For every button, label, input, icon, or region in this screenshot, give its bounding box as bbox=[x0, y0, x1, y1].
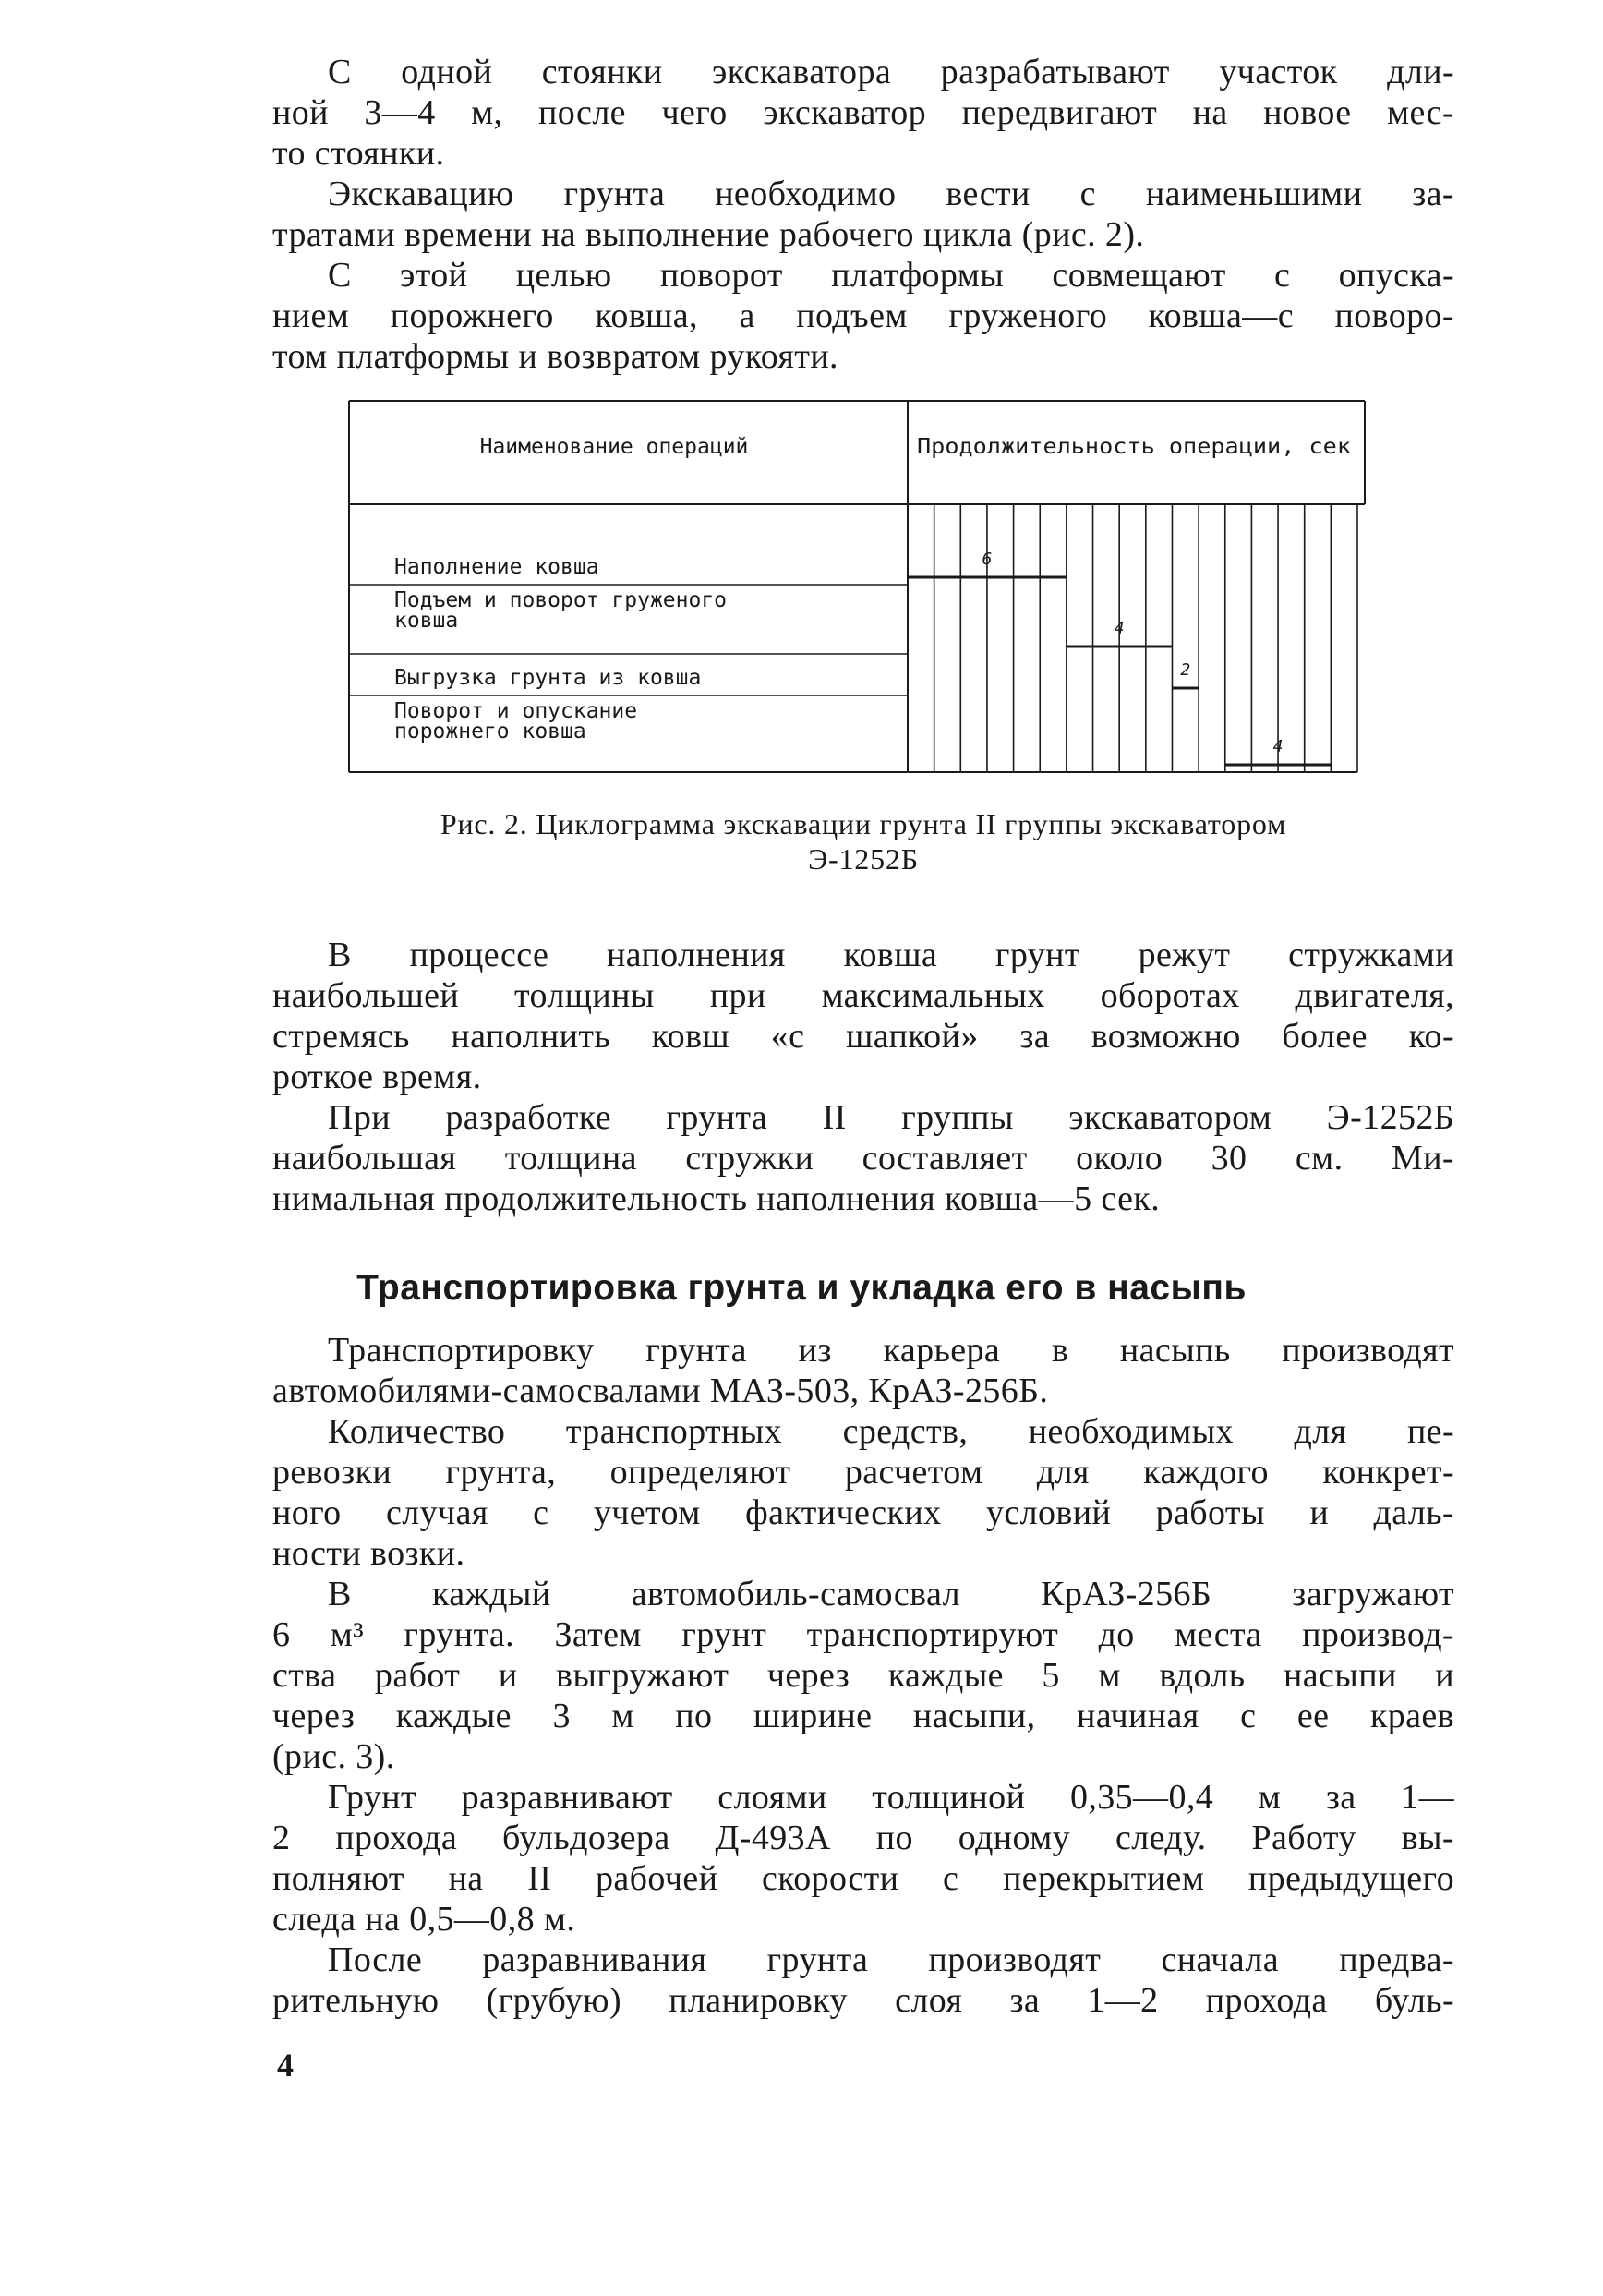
text-line: С одной стоянки экскаватора разрабатывают участок дли- bbox=[328, 53, 1454, 91]
header-operations: Наименование операций bbox=[479, 435, 749, 459]
duration-value: 4 bbox=[1114, 619, 1125, 638]
text-line: тратами времени на выполнение рабочего цикла (рис. 2). bbox=[272, 215, 1145, 254]
text-line: наибольшая толщина стружки составляет около 30 см. Ми- bbox=[272, 1139, 1454, 1178]
text-line: Грунт разравнивают слоями толщиной 0,35—0,4 м за 1— bbox=[328, 1778, 1454, 1817]
text-line: роткое время. bbox=[272, 1057, 482, 1096]
cyclogram-table bbox=[0, 0, 1603, 813]
text-line: 6 м³ грунта. Затем грунт транспортируют до места производ- bbox=[272, 1615, 1454, 1654]
text-line: нием порожнего ковша, а подъем груженого ковша—с поворо- bbox=[272, 296, 1454, 335]
text-line: ной 3—4 м, после чего экскаватор передвигают на новое мес- bbox=[272, 93, 1454, 132]
duration-value: 6 bbox=[982, 550, 993, 569]
text-line: стремясь наполнить ковш «с шапкой» за возможно более ко- bbox=[272, 1017, 1454, 1056]
text-line: Экскавацию грунта необходимо вести с наименьшими за- bbox=[328, 175, 1454, 213]
paragraph bbox=[272, 1574, 1454, 1777]
section-heading: Транспортировка грунта и укладка его в насыпь bbox=[356, 1268, 1247, 1308]
text-line: наибольшей толщины при максимальных оборотах двигателя, bbox=[272, 976, 1454, 1015]
text-line: 2 прохода бульдозера Д-493А по одному следу. Работу вы- bbox=[272, 1819, 1454, 1857]
operation-label: порожнего ковша bbox=[394, 719, 586, 743]
text-line: После разравнивания грунта производят сначала предва- bbox=[328, 1940, 1454, 1979]
operation-label: Поворот и опускание bbox=[394, 699, 638, 723]
operation-label: ковша bbox=[394, 609, 459, 633]
text-line: С этой целью поворот платформы совмещают с опуска- bbox=[328, 256, 1454, 295]
text-line: При разработке грунта II группы экскаватором Э-1252Б bbox=[328, 1098, 1454, 1137]
operation-label: Подъем и поворот груженого bbox=[394, 588, 728, 612]
text-line: Количество транспортных средств, необходимых для пе- bbox=[328, 1412, 1454, 1451]
text-line: ревозки грунта, определяют расчетом для каждого конкрет- bbox=[272, 1453, 1454, 1492]
text-line: следа на 0,5—0,8 м. bbox=[272, 1900, 576, 1939]
paragraph bbox=[272, 1097, 1454, 1219]
text-line: ства работ и выгружают через каждые 5 м вдоль насыпи и bbox=[272, 1656, 1454, 1695]
duration-value: 4 bbox=[1272, 737, 1284, 756]
text-line: В каждый автомобиль-самосвал КрАЗ-256Б загружают bbox=[328, 1575, 1454, 1613]
operation-label: Выгрузка грунта из ковша bbox=[394, 666, 702, 690]
paragraph bbox=[272, 1940, 1454, 2021]
paragraph bbox=[272, 1777, 1454, 1940]
text-line: (рис. 3). bbox=[272, 1737, 395, 1776]
duration-value: 2 bbox=[1180, 660, 1191, 680]
paragraph bbox=[272, 1411, 1454, 1574]
paragraph bbox=[272, 935, 1454, 1097]
text-line: Транспортировку грунта из карьера в насыпь производят bbox=[328, 1331, 1454, 1370]
text-line: том платформы и возвратом рукояти. bbox=[272, 337, 838, 376]
text-line: В процессе наполнения ковша грунт режут стружками bbox=[328, 936, 1454, 974]
text-line: полняют на II рабочей скорости с перекрытием предыдущего bbox=[272, 1859, 1454, 1898]
caption-line: Э-1252Б bbox=[808, 842, 919, 876]
text-line: нимальная продолжительность наполнения ковша—5 сек. bbox=[272, 1179, 1161, 1218]
text-line: рительную (грубую) планировку слоя за 1—2 прохода буль- bbox=[272, 1981, 1454, 2020]
caption-line: Рис. 2. Циклограмма экскавации грунта II группы экскаватором bbox=[440, 807, 1287, 840]
figure-caption bbox=[277, 806, 1450, 876]
page-number: 4 bbox=[277, 2047, 294, 2084]
paragraph bbox=[272, 1330, 1454, 1411]
text-line: ного случая с учетом фактических условий работы и даль- bbox=[272, 1493, 1454, 1532]
text-line: через каждые 3 м по ширине насыпи, начиная с ее краев bbox=[272, 1697, 1454, 1735]
header-duration: Продолжительность операции, сек bbox=[917, 435, 1352, 459]
text-line: ности возки. bbox=[272, 1534, 465, 1573]
text-line: то стоянки. bbox=[272, 134, 445, 173]
text-line: автомобилями-самосвалами МАЗ-503, КрАЗ-256Б. bbox=[272, 1372, 1049, 1410]
operation-label: Наполнение ковша bbox=[394, 555, 599, 579]
